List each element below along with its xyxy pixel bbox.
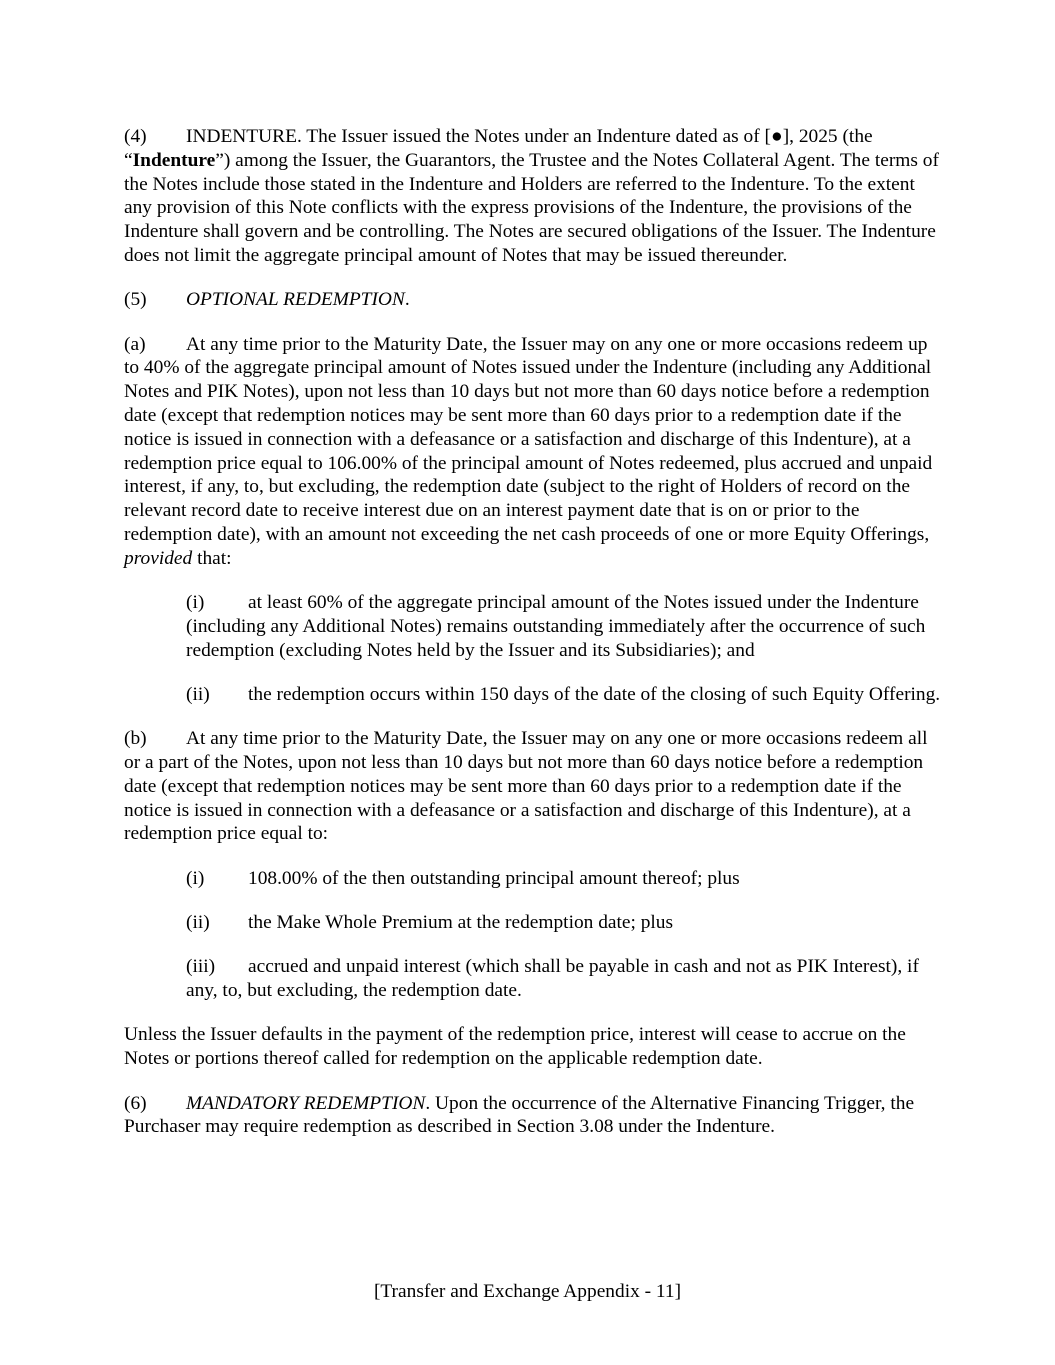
section-number: (5): [124, 289, 147, 311]
item-number: (ii): [186, 912, 210, 934]
paragraph-b-item-ii: (ii) the Make Whole Premium at the redemption date; plus: [186, 912, 674, 934]
paragraph-a-item-ii: (ii) the redemption occurs within 150 days of the date of the closing of such Equity Offering.: [186, 683, 941, 705]
paragraph-a: (a) At any time prior to the Maturity Date, the Issuer may on any one or more occasions redeem up to 40% of the aggregate principal amount of Notes issued under the Indenture (including any Additional Notes and PIK Notes), upon not less than 10 days but not more than 60 days notice before a redemption date (except that redemption notices may be sent more than 60 days prior to a redemption date if the notice is issued in connection with a defeasance or a satisfaction and discharge of this Indenture), at a redemption price equal to 106.00% of the principal amount of Notes redeemed, plus accrued and unpaid interest, if any, to, but excluding, the redemption date (subject to the right of Holders of record on the relevant record date to receive interest due on an interest payment date that is on or prior to the redemption date), with an amount not exceeding the net cash proceeds of one or more Equity Offerings, provided that:: [124, 333, 933, 569]
section-4-indenture: (4) INDENTURE. The Issuer issued the Notes under an Indenture dated as of [●], 2025 (the “Indenture”) among the Issuer, the Guarantors, the Trustee and the Notes Collateral Agent. The terms of the Notes include those stated in the Indenture and Holders are referred to the Indenture. To the extent any provision of this Note conflicts with the express provisions of the Indenture, the provisions of the Indenture shall govern and be controlling. The Notes are secured obligations of the Issuer. The Indenture does not limit the aggregate principal amount of Notes that may be issued thereunder.: [124, 126, 939, 266]
paragraph-b: (b) At any time prior to the Maturity Date, the Issuer may on any one or more occasions redeem all or a part of the Notes, upon not less than 10 days but not more than 60 days notice before a redemption date (except that redemption notices may be sent more than 60 days prior to a redemption date if the notice is issued in connection with a defeasance or a satisfaction and discharge of this Indenture), at a redemption price equal to:: [124, 728, 928, 845]
paragraph-b-item-i: (i) 108.00% of the then outstanding principal amount thereof; plus: [186, 867, 740, 889]
item-number: (iii): [186, 956, 216, 978]
section-heading: INDENTURE.: [186, 126, 302, 147]
unless-paragraph: Unless the Issuer defaults in the payment of the redemption price, interest will cease to accrue on the Notes or portions thereof called for redemption on the applicable redemption date.: [124, 1024, 906, 1070]
section-number: (6): [124, 1092, 147, 1114]
paragraph-number: (a): [124, 333, 146, 355]
section-heading: OPTIONAL REDEMPTION: [186, 289, 405, 311]
item-number: (ii): [186, 683, 210, 705]
paragraph-b-item-iii: (iii) accrued and unpaid interest (which shall be payable in cash and not as PIK Interest), if any, to, but excluding, the redemption date.: [186, 956, 919, 1002]
item-number: (i): [186, 592, 205, 614]
item-number: (i): [186, 867, 205, 889]
section-5-optional-redemption: (5) OPTIONAL REDEMPTION.: [124, 289, 410, 311]
section-6-mandatory-redemption: (6) MANDATORY REDEMPTION. Upon the occurrence of the Alternative Financing Trigger, the Purchaser may require redemption as described in Section 3.08 under the Indenture.: [124, 1092, 915, 1138]
paragraph-number: (b): [124, 728, 147, 750]
section-heading: MANDATORY REDEMPTION: [186, 1092, 426, 1114]
paragraph-a-item-i: (i) at least 60% of the aggregate principal amount of the Notes issued under the Indenture (including any Additional Notes) remains outstanding immediately after the occurrence of such redemption (excluding Notes held by the Issuer and its Subsidiaries); and: [186, 592, 926, 661]
italic-term: provided: [124, 547, 193, 569]
page-footer: [Transfer and Exchange Appendix - 11]: [373, 1281, 682, 1302]
document-body: [124, 125, 944, 1160]
defined-term: Indenture: [132, 149, 216, 171]
section-number: (4): [124, 126, 147, 147]
